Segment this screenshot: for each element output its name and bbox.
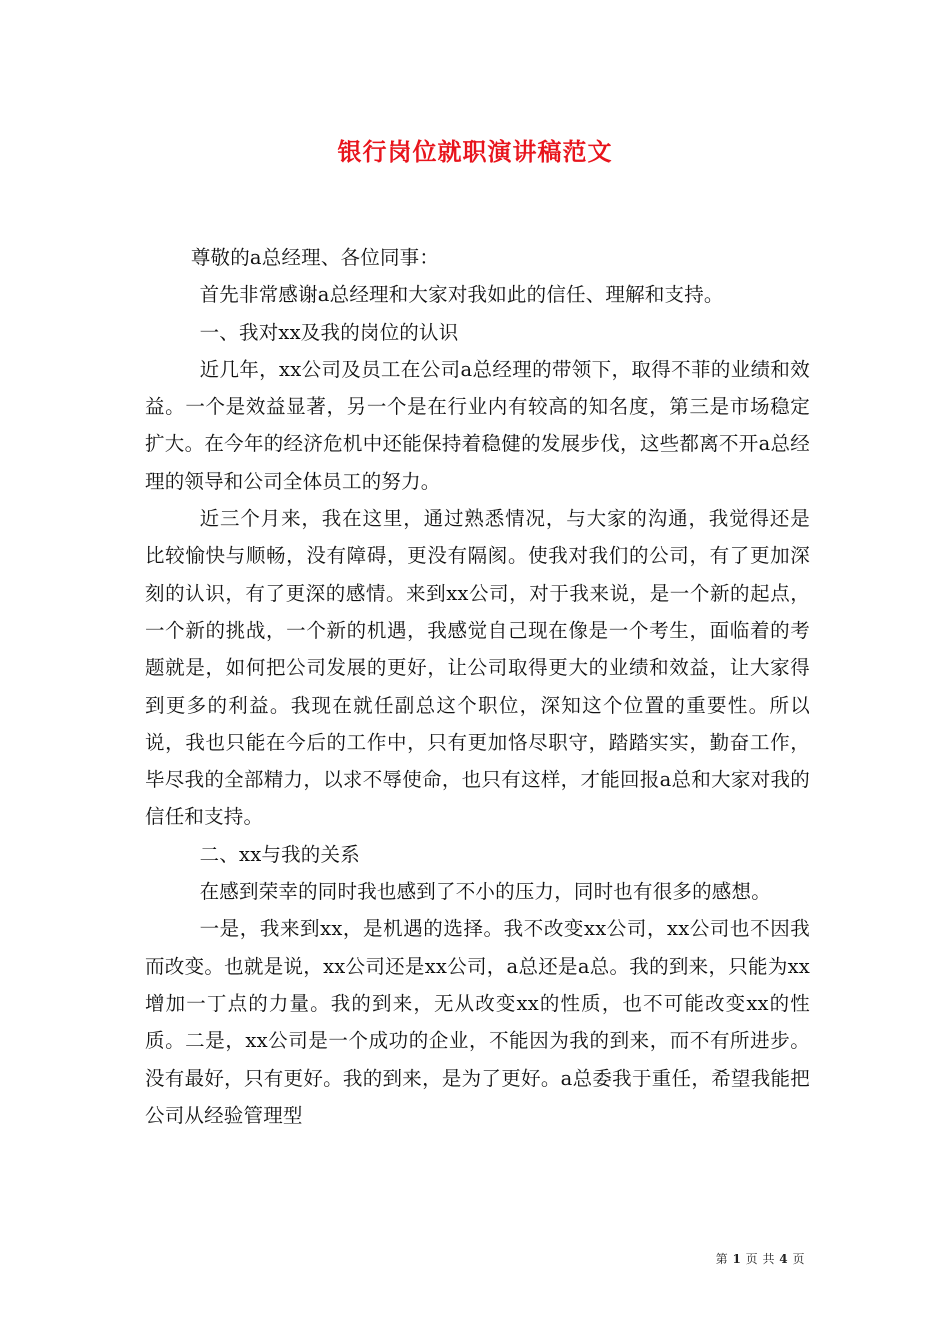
- footer-middle: 页 共: [745, 1252, 775, 1266]
- footer-suffix: 页: [792, 1252, 805, 1266]
- body-paragraph: 近三个月来，我在这里，通过熟悉情况，与大家的沟通，我觉得还是比较愉快与顺畅，没有障碍，更没有隔阂。使我对我们的公司，有了更加深刻的认识，有了更深的感情。来到xx公司，对于我来说，是一个新的起点，一个新的挑战，一个新的机遇，我感觉自己现在像是一个考生，面临着的考题就是，如何把公司发展的更好，让公司取得更大的业绩和效益，让大家得到更多的利益。我现在就任副总这个职位，深知这个位置的重要性。所以说，我也只能在今后的工作中，只有更加恪尽职守，踏踏实实，勤奋工作，毕尽我的全部精力，以求不辱使命，也只有这样，才能回报a总和大家对我的信任和支持。: [145, 507, 810, 829]
- body-paragraph: 一是，我来到xx，是机遇的选择。我不改变xx公司，xx公司也不因我而改变。也就是说，xx公司还是xx公司，a总还是a总。我的到来，只能为xx增加一丁点的力量。我的到来，无从改变xx的性质，也不可能改变xx的性质。二是，xx公司是一个成功的企业，不能因为我的到来，而不有所进步。没有最好，只有更好。我的到来，是为了更好。a总委我于重任，希望我能把公司从经验管理型: [145, 917, 810, 1127]
- thanks-paragraph: 首先非常感谢a总经理和大家对我如此的信任、理解和支持。: [199, 283, 724, 307]
- footer-prefix: 第: [715, 1252, 729, 1266]
- section-heading-two: 二、xx与我的关系: [199, 842, 360, 866]
- salutation-paragraph: 尊敬的a总经理、各位同事：: [190, 246, 440, 269]
- body-paragraph: 在感到荣幸的同时我也感到了不小的压力，同时也有很多的感想。: [199, 880, 771, 904]
- footer-page-number: 1: [732, 1252, 742, 1266]
- section-heading-one: 一、我对xx及我的岗位的认识: [199, 320, 459, 344]
- document-body: [145, 239, 810, 1134]
- document-title: 银行岗位就职演讲稿范文: [337, 137, 613, 166]
- footer-total-pages: 4: [779, 1252, 789, 1266]
- page-footer: [716, 1250, 805, 1267]
- body-paragraph: 近几年，xx公司及员工在公司a总经理的带领下，取得不菲的业绩和效益。一个是效益显著，另一个是在行业内有较高的知名度，第三是市场稳定扩大。在今年的经济危机中还能保持着稳健的发展步伐，这些都离不开a总经理的领导和公司全体员工的努力。: [145, 357, 810, 493]
